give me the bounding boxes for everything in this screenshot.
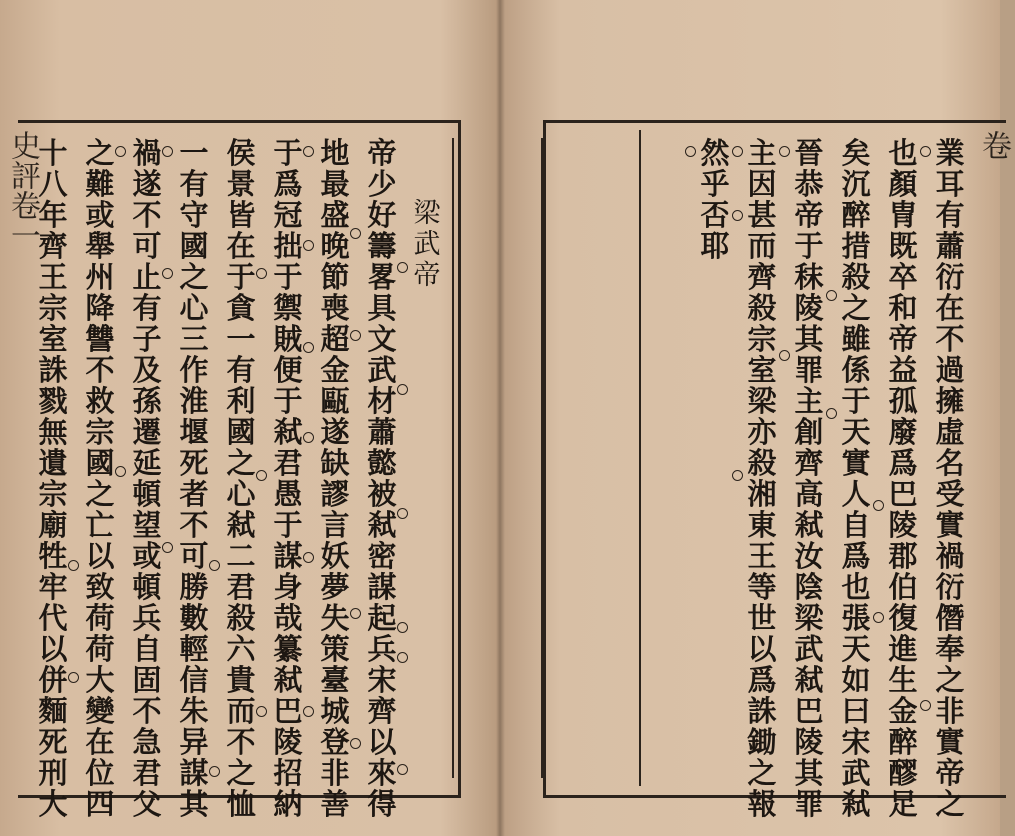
text-column: 于 爲 冠 拙 于 禦 賊 便 于 弒 君 愚 于 謀 身 哉 纂 弒 巴 陵 招 納 — [273, 136, 303, 821]
punctuation-circle — [303, 706, 314, 717]
left-page — [0, 0, 500, 836]
punctuation-circle — [303, 342, 314, 353]
punctuation-circle — [732, 146, 743, 157]
text-column: 然 乎 否 耶 — [700, 136, 730, 263]
punctuation-circle — [68, 672, 79, 683]
text-column: 也 顏 冑 既 卒 和 帝 益 孤 廢 爲 巴 陵 郡 伯 復 進 生 金 醉 醪 足 — [888, 136, 918, 821]
text-column: 晉 恭 帝 于 秣 陵 其 罪 主 創 齊 高 弒 汝 陰 梁 武 弒 巴 陵 其 罪 — [794, 136, 824, 821]
left-edge-label: 史評卷一 — [5, 130, 40, 250]
punctuation-circle — [920, 146, 931, 157]
punctuation-circle — [303, 146, 314, 157]
punctuation-circle — [397, 652, 408, 663]
punctuation-circle — [920, 700, 931, 711]
punctuation-circle — [779, 350, 790, 361]
punctuation-circle — [873, 612, 884, 623]
punctuation-circle — [397, 622, 408, 633]
punctuation-circle — [162, 268, 173, 279]
text-column: 之 難 或 舉 州 降 讐 不 救 宗 國 之 亡 以 致 荷 荷 大 變 在 位 四 — [85, 136, 115, 821]
punctuation-circle — [209, 766, 220, 777]
text-column: 十 八 年 齊 王 宗 室 誅 戮 無 遺 宗 廟 牲 牢 代 以 併 麵 死 刑 大 — [38, 136, 68, 821]
punctuation-circle — [350, 608, 361, 619]
punctuation-circle — [873, 500, 884, 511]
text-column: 侯 景 皆 在 于 貪 一 有 利 國 之 心 弒 二 君 殺 六 貴 而 不 之 恤 — [226, 136, 256, 821]
punctuation-circle — [397, 262, 408, 273]
punctuation-circle — [732, 470, 743, 481]
punctuation-circle — [303, 432, 314, 443]
punctuation-circle — [256, 470, 267, 481]
punctuation-circle — [779, 146, 790, 157]
text-column: 矣 沉 醉 措 殺 之 雖 係 于 天 實 人 自 爲 也 張 天 如 曰 宋 武 弒 — [841, 136, 871, 821]
punctuation-circle — [350, 738, 361, 749]
punctuation-circle — [397, 508, 408, 519]
punctuation-circle — [397, 384, 408, 395]
punctuation-circle — [350, 330, 361, 341]
punctuation-circle — [115, 466, 126, 477]
punctuation-circle — [68, 560, 79, 571]
punctuation-circle — [826, 290, 837, 301]
text-column: 禍 遂 不 可 止 有 子 及 孫 遷 延 頓 望 或 頓 兵 自 固 不 急 君 父 — [132, 136, 162, 821]
punctuation-circle — [397, 764, 408, 775]
chapter-title: 梁 武 帝 — [413, 198, 441, 291]
punctuation-circle — [826, 408, 837, 419]
punctuation-circle — [685, 146, 696, 157]
punctuation-circle — [256, 268, 267, 279]
text-column: 主 因 甚 而 齊 殺 宗 室 梁 亦 殺 湘 東 王 等 世 以 爲 誅 鋤 之 報 — [747, 136, 777, 821]
text-column: 地 最 盛 晚 節 喪 超 金 甌 遂 缺 謬 言 妖 夢 失 策 臺 城 登 非 善 — [320, 136, 350, 821]
right-page — [505, 0, 1011, 836]
punctuation-circle — [162, 542, 173, 553]
punctuation-circle — [303, 240, 314, 251]
text-column: 帝 少 好 籌 畧 具 文 武 材 蕭 懿 被 弒 密 謀 起 兵 宋 齊 以 來 得 — [367, 136, 397, 821]
right-blank-divider — [639, 130, 641, 786]
punctuation-circle — [732, 210, 743, 221]
punctuation-circle — [115, 146, 126, 157]
punctuation-circle — [256, 706, 267, 717]
punctuation-circle — [209, 560, 220, 571]
punctuation-circle — [162, 146, 173, 157]
right-edge-label: 卷 — [976, 130, 1011, 160]
text-column: 業 耳 有 蕭 衍 在 不 過 擁 虛 名 受 實 禍 衍 僭 奉 之 非 實 帝 之 — [935, 136, 965, 821]
punctuation-circle — [303, 552, 314, 563]
right-inner-rule — [541, 138, 543, 778]
left-inner-rule — [452, 138, 454, 778]
text-column: 一 有 守 國 之 心 三 作 淮 堰 死 者 不 可 勝 數 輕 信 朱 异 謀 其 — [179, 136, 209, 821]
punctuation-circle — [350, 228, 361, 239]
